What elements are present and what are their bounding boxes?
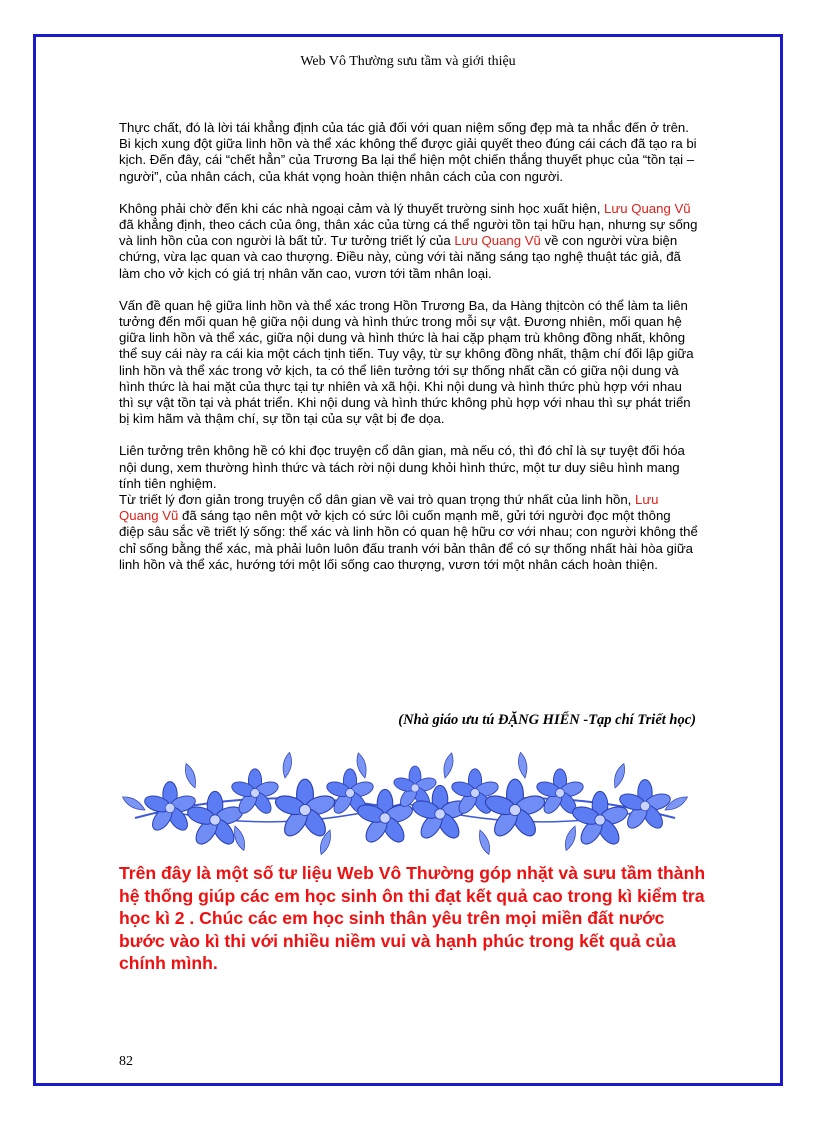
closing-message: Trên đây là một số tư liệu Web Vô Thường góp nhặt và sưu tầm thành hệ thống giúp các em học sinh ôn thi đạt kết quả cao trong kì kiểm tra học kì 2 . Chúc các em học sinh thân yêu trên mọi miền đất nước bước vào kì thi với nhiều niềm vui và hạnh phúc trong kết quả của chính mình. — [119, 863, 706, 973]
paragraph-2-part-c: về con người vừa biện chứng, vừa lạc quan và cao thượng. Điều này, cùng với tài năng sáng tạo nghệ thuật tác giả, đã làm cho vở kịch có giá trị nhân văn cao, vươn tới tầm nhân loại. — [119, 233, 681, 281]
article-signature: (Nhà giáo ưu tú ĐẶNG HIỂN -Tạp chí Triết học) — [398, 712, 696, 728]
author-name: Lưu Quang Vũ — [119, 492, 659, 524]
paragraph-2-part-a: Không phải chờ đến khi các nhà ngoại cảm và lý thuyết trường sinh học xuất hiện, — [119, 200, 605, 216]
paragraph-3: Vấn đề quan hệ giữa linh hồn và thể xác trong Hồn Trương Ba, da Hàng thịtcòn có thể làm ta liên tưởng đến mối quan hệ giữa nội dung và hình thức trong mỗi sự vật. Đương nhiên, mối quan hệ giữa linh hồn và thể xác, giữa nội dung và hình thức là hai cặp phạm trù không đồng nhất, không thể suy cái này ra cái kia một cách tịnh tiến. Tuy vậy, từ sự không đồng nhất, thậm chí đối lập giữa linh hồn và thể xác trong vở kịch, ta có thể liên tưởng tới sự thống nhất cần có giữa nội dung và hình thức là hai mặt của thực tại tự nhiên và xã hội. Khi nội dung và hình thức phù hợp với nhau thì sự vật tồn tại và phát triển. Khi nội dung và hình thức không phù hợp với nhau thì sự phát triển bị kìm hãm và thậm chí, sự tồn tại của sự vật bị đe dọa. — [119, 297, 694, 427]
article-body — [119, 120, 699, 589]
page-header: Web Vô Thường sưu tầm và giới thiệu — [300, 54, 516, 69]
author-name: Lưu Quang Vũ — [604, 200, 691, 216]
paragraph-5-part-a: Từ triết lý đơn giản trong truyện cổ dân gian về vai trò quan trọng thứ nhất của linh hồn, — [119, 492, 636, 508]
paragraph-2 — [119, 201, 699, 282]
paragraph-5-part-b: đã sáng tạo nên một vở kịch có sức lôi cuốn mạnh mẽ, gửi tới người đọc một thông điệp sâu sắc về triết lý sống: thể xác và linh hồn có quan hệ hữu cơ với nhau; con người không thể chỉ sống bằng thể xác, mà phải luôn luôn đấu tranh với bản thân để có sự thống nhất hài hòa giữa linh hồn và thể xác, hướng tới một lối sống cao thượng, vươn tới một nhân cách hoàn thiện. — [119, 508, 698, 572]
page-number: 82 — [119, 1054, 133, 1069]
paragraph-4: Liên tưởng trên không hề có khi đọc truyện cổ dân gian, mà nếu có, thì đó chỉ là sự tuyệt đối hóa nội dung, xem thường hình thức và tách rời nội dung khỏi hình thức, một tư duy siêu hình mang tính tiên nghiệm. — [119, 443, 685, 491]
paragraph-5 — [119, 492, 699, 573]
paragraph-2-part-b: đã khẳng định, theo cách của ông, thân xác của từng cá thể người tồn tại hữu hạn, nhưng sự sống và linh hồn của con người là bất tử. Tư tưởng triết lý của — [119, 217, 698, 249]
paragraph-1: Thực chất, đó là lời tái khẳng định của tác giả đối với quan niệm sống đẹp mà ta nhắc đến ở trên. Bi kịch xung đột giữa linh hồn và thể xác không thể được giải quyết theo đúng cái cách đã tạo ra bi kịch. Đến đây, cái “chết hẳn” của Trương Ba lại thể hiện một chiến thắng thuyết phục của “tồn tại – người”, của nhân cách, của khát vọng hoàn thiện nhân cách của con người. — [119, 120, 697, 184]
author-name: Lưu Quang Vũ — [454, 233, 541, 249]
blue-flower-border-icon — [115, 748, 695, 858]
